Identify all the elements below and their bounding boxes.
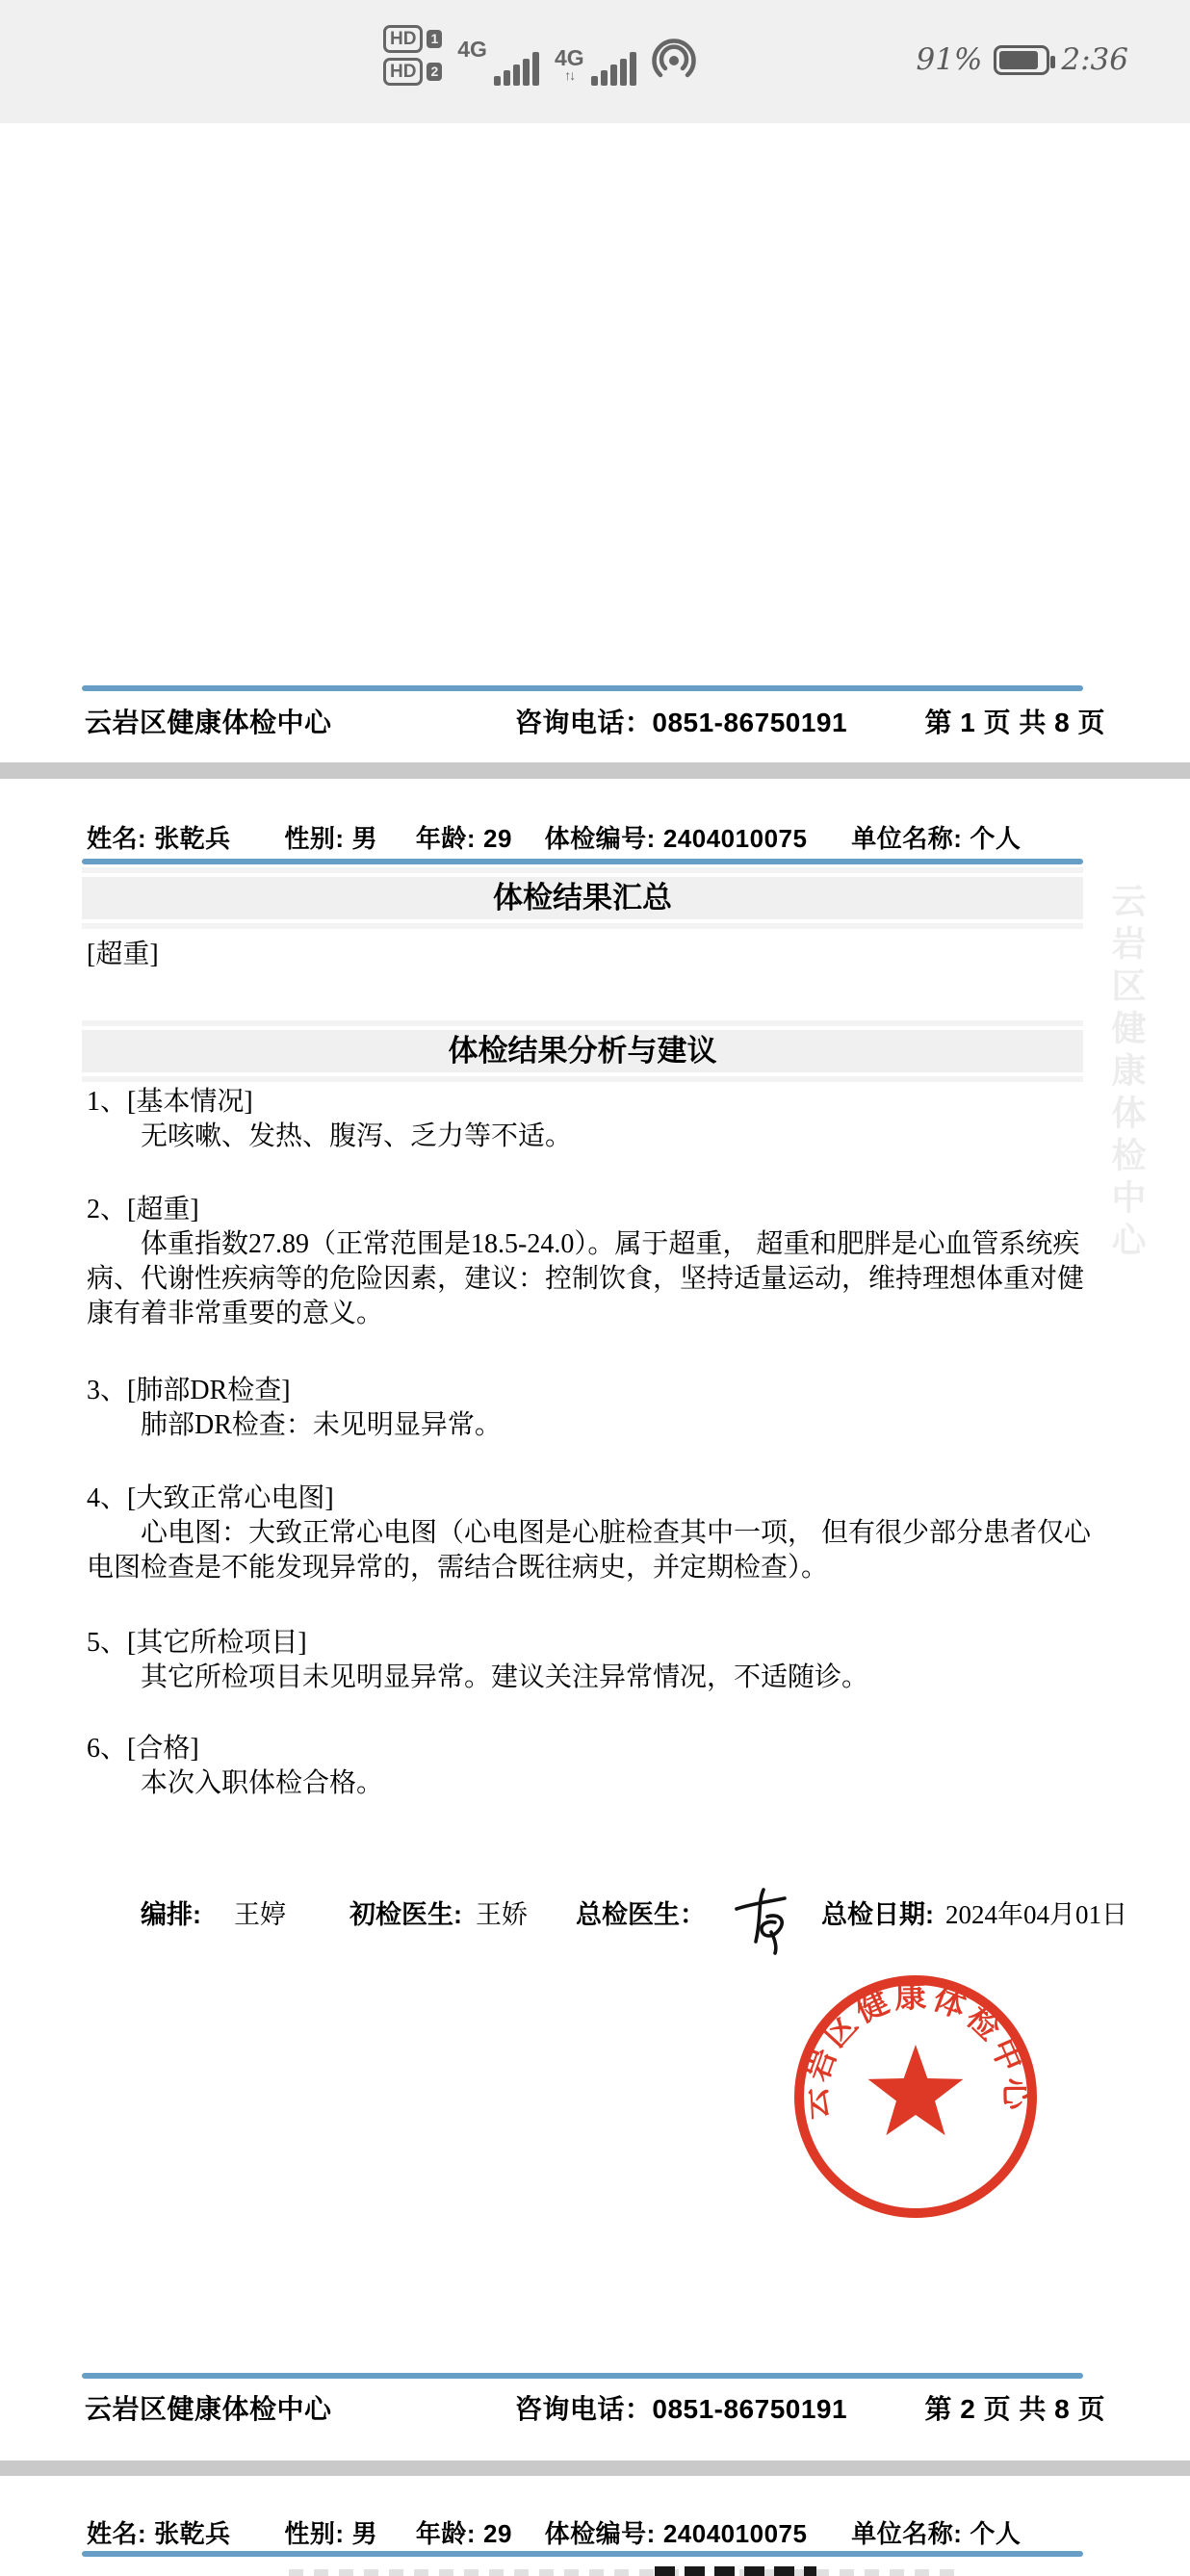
cutoff-next-section-heading: [655, 2566, 816, 2576]
exam-no-label: 体检编号:: [544, 2519, 656, 2548]
signoff-row: [141, 1893, 1127, 1942]
unit-name: 个人: [970, 2519, 1022, 2548]
hotspot-icon: [652, 37, 696, 86]
item-title: 4、[大致正常心电图]: [87, 1483, 334, 1513]
network-type-text: 4G: [554, 45, 584, 70]
battery-icon: [994, 45, 1049, 75]
summary-finding: [超重]: [87, 940, 159, 969]
watermark-text: 云岩区健康体检中心: [1107, 883, 1146, 1264]
header-divider-line: [82, 2551, 1083, 2557]
status-bar: [0, 0, 1190, 123]
editor-label: 编排:: [141, 1900, 201, 1929]
hd1-icon: HD: [383, 25, 423, 53]
page-separator: [0, 762, 1190, 779]
item-body: 体重指数27.89（正常范围是18.5-24.0）。属于超重， 超重和肥胖是心血管系统疾病、代谢性疾病等的危险因素，建议：控制饮食，坚持适量运动，维持理想体重对健康有着非常重要的意义。: [87, 1229, 1085, 1328]
patient-gender: 男: [351, 2519, 378, 2548]
sim2-network: [555, 47, 636, 86]
hd2-icon: HD: [383, 58, 423, 86]
document-page-3[interactable]: [0, 2476, 1190, 2576]
page2-footer: [85, 2388, 1105, 2427]
analysis-item-6: [87, 1732, 1105, 1801]
chief-doctor-label: 总检医生：: [576, 1900, 706, 1929]
analysis-item-1: [87, 1085, 1105, 1154]
status-left-cluster: [383, 25, 696, 86]
gender-label: 性别:: [284, 824, 345, 853]
hd-indicators: [383, 25, 442, 86]
stamp-text: 云岩区健康体检中心: [796, 1977, 1035, 2122]
item-title: 5、[其它所检项目]: [87, 1628, 307, 1658]
footer-page-number: 第 1 页 共 8 页: [924, 708, 1105, 737]
data-arrows-icon: ↑↓: [564, 67, 575, 83]
official-stamp: [789, 1971, 1042, 2223]
document-page-1[interactable]: [0, 123, 1190, 762]
signal-bars-icon: [591, 52, 636, 86]
patient-age: 29: [483, 2519, 512, 2548]
hd1-indicator: [383, 25, 442, 53]
patient-gender: 男: [351, 824, 378, 853]
page-separator: [0, 2460, 1190, 2476]
analysis-item-4: [87, 1481, 1105, 1585]
analysis-item-2: [87, 1193, 1105, 1331]
item-title: 6、[合格]: [87, 1734, 199, 1764]
editor-name: 王婷: [234, 1900, 286, 1929]
unit-label: 单位名称:: [851, 2519, 963, 2548]
name-label: 姓名:: [87, 2519, 147, 2548]
footer-org-name: 云岩区健康体检中心: [85, 2394, 332, 2424]
patient-age: 29: [483, 824, 512, 853]
exam-no-label: 体检编号:: [544, 824, 656, 853]
patient-header: [87, 2514, 1021, 2550]
name-label: 姓名:: [87, 824, 147, 853]
summary-section-title: 体检结果汇总: [82, 877, 1083, 919]
exam-no: 2404010075: [662, 2519, 808, 2548]
sim1-badge: 1: [427, 30, 442, 48]
unit-name: 个人: [970, 824, 1022, 853]
analysis-section-title: 体检结果分析与建议: [82, 1030, 1083, 1072]
patient-header: [87, 819, 1021, 855]
status-right-cluster: [916, 42, 1128, 77]
first-doctor-name: 王娇: [476, 1900, 528, 1929]
hd2-indicator: [383, 58, 442, 86]
footer-page-number: 第 2 页 共 8 页: [924, 2394, 1105, 2424]
analysis-item-3: [87, 1374, 1105, 1443]
gender-label: 性别:: [284, 2519, 345, 2548]
age-label: 年龄:: [415, 824, 477, 853]
item-title: 2、[超重]: [87, 1195, 199, 1224]
exam-no: 2404010075: [662, 824, 808, 853]
footer-org-name: 云岩区健康体检中心: [85, 708, 332, 737]
clock: 2:36: [1061, 42, 1128, 77]
sim2-badge: 2: [427, 63, 442, 81]
page1-footer: [85, 702, 1105, 740]
chief-doctor-signature: [721, 1884, 798, 1942]
network-type-label: [555, 47, 584, 82]
exam-date-label: 总检日期:: [821, 1900, 934, 1929]
stamp-star-icon: [868, 2045, 964, 2135]
first-doctor-label: 初检医生:: [349, 1900, 462, 1929]
item-body: 肺部DR检查：未见明显异常。: [141, 1410, 502, 1440]
age-label: 年龄:: [415, 2519, 477, 2548]
footer-divider-line: [82, 2373, 1083, 2379]
analysis-item-5: [87, 1626, 1105, 1695]
cutoff-next-row-fragment: [289, 2569, 963, 2576]
signal-bars-icon: [494, 52, 539, 86]
unit-label: 单位名称:: [851, 824, 963, 853]
item-title: 1、[基本情况]: [87, 1087, 253, 1117]
battery-percent: 91%: [916, 42, 983, 77]
footer-phone: 咨询电话：0851-86750191: [514, 2394, 848, 2424]
item-body: 其它所检项目未见明显异常。建议关注异常情况，不适随诊。: [141, 1662, 869, 1692]
exam-date: 2024年04月01日: [945, 1900, 1127, 1929]
patient-name: 张乾兵: [154, 824, 231, 853]
item-body: 心电图：大致正常心电图（心电图是心脏检查其中一项， 但有很少部分患者仅心电图检查是不能发现异常的，需结合既往病史，并定期检查）。: [87, 1518, 1092, 1583]
document-page-2[interactable]: [0, 779, 1190, 2460]
footer-phone: 咨询电话：0851-86750191: [514, 708, 848, 737]
item-title: 3、[肺部DR检查]: [87, 1376, 291, 1405]
patient-name: 张乾兵: [154, 2519, 231, 2548]
header-divider-line: [82, 859, 1083, 864]
footer-divider-line: [82, 685, 1083, 691]
item-body: 本次入职体检合格。: [141, 1768, 384, 1798]
network-type-label: 4G: [457, 37, 487, 62]
item-body: 无咳嗽、发热、腹泻、乏力等不适。: [141, 1121, 573, 1151]
sim1-network: [457, 37, 539, 86]
